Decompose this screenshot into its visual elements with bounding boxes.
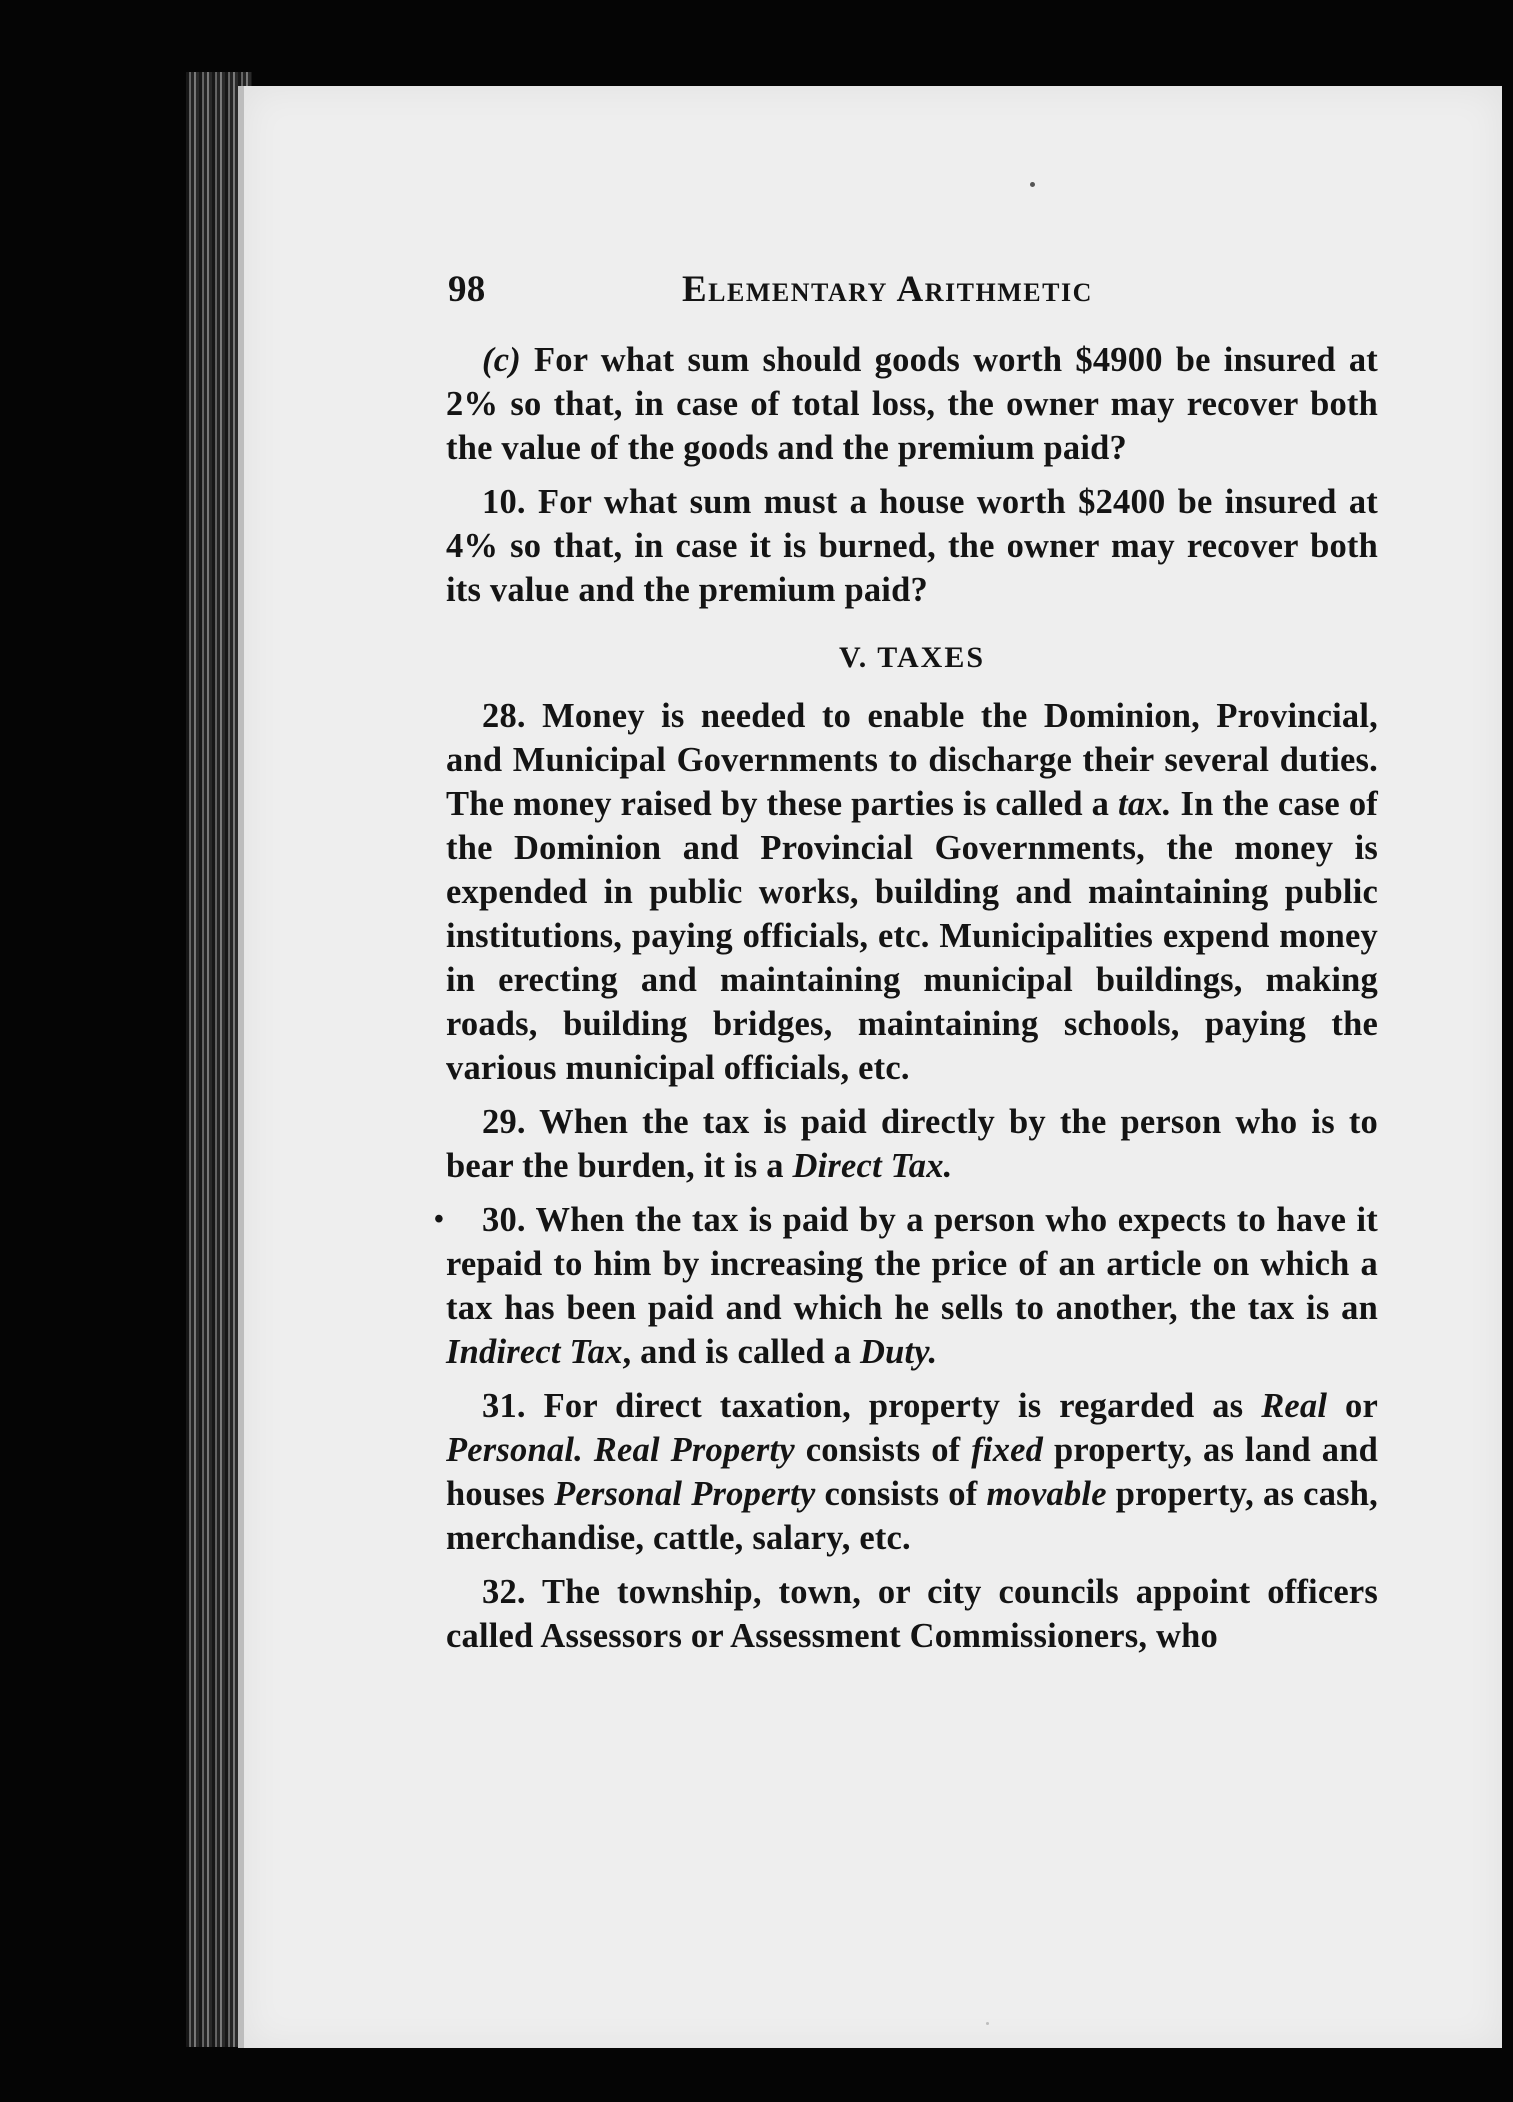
paragraph-text <box>583 1431 594 1469</box>
italic-term: Personal. <box>446 1431 583 1469</box>
paragraph-number: 30. <box>482 1201 526 1239</box>
paragraph-29 <box>446 1100 1378 1188</box>
italic-term: movable <box>986 1475 1107 1513</box>
running-header <box>446 268 1378 318</box>
margin-bullet: • <box>434 1204 445 1235</box>
paragraph-number: 32. <box>482 1573 526 1611</box>
paragraph-31 <box>446 1384 1378 1560</box>
paragraph-text: Money is needed to enable the Dominion, Provincial, and Municipal Governments to discharge their several duties. The money raised by these parties is called a <box>446 697 1378 823</box>
paragraph-text: For direct taxation, property is regarded as <box>543 1387 1262 1425</box>
paragraph-text: , and is called a <box>622 1333 861 1371</box>
paragraph-text: In the case of the Dominion and Provincial Governments, the money is expended in public works, building and maintaining public institutions, paying officials, etc. Municipalities expend money in erecting and maintaining municipal buildings, making roads, building bridges, maintaining schools, paying the various municipal officials, etc. <box>446 785 1378 1087</box>
exercise-c <box>446 338 1378 470</box>
paragraph-32 <box>446 1570 1378 1658</box>
paragraph-text: consists of <box>815 1475 987 1513</box>
exercise-number: 10. <box>482 483 526 521</box>
paragraph-text: property, as land and houses <box>446 1431 1378 1513</box>
exercise-10 <box>446 480 1378 612</box>
paragraph-number: 29. <box>482 1103 526 1141</box>
paragraph-text: consists of <box>794 1431 972 1469</box>
paragraph-text: When the tax is paid directly by the person who is to bear the burden, it is a <box>446 1103 1378 1185</box>
exercise-text: For what sum must a house worth $2400 be insured at 4% so that, in case it is burned, the owner may recover both its value and the premium paid? <box>446 483 1379 609</box>
paragraph-text: property, as cash, merchandise, cattle, salary, etc. <box>446 1475 1378 1557</box>
page-number: 98 <box>448 269 486 310</box>
italic-term: Real <box>1261 1387 1328 1425</box>
paragraph-text: The township, town, or city councils appoint officers called Assessors or Assessment Commissioners, who <box>446 1573 1379 1655</box>
italic-term: Personal Property <box>554 1475 816 1513</box>
italic-term: tax. <box>1118 785 1172 823</box>
italic-term: Direct Tax. <box>792 1147 953 1185</box>
section-heading: V. TAXES <box>838 641 986 674</box>
paragraph-number: 31. <box>482 1387 526 1425</box>
page-content <box>434 268 1379 1658</box>
italic-term: Indirect Tax <box>446 1333 623 1371</box>
paragraph-text: When the tax is paid by a person who expects to have it repaid to him by increasing the price of an article on which a tax has been paid and which he sells to another, the tax is an <box>446 1201 1378 1327</box>
italic-term: Real Property <box>593 1431 795 1469</box>
exercise-label: (c) <box>482 341 521 379</box>
paragraph-text: or <box>1327 1387 1378 1425</box>
exercise-text: For what sum should goods worth $4900 be insured at 2% so that, in case of total loss, the owner may recover both the value of the goods and the premium paid? <box>446 341 1378 467</box>
scan-speck <box>1030 182 1035 187</box>
italic-term: Duty. <box>860 1333 938 1371</box>
paragraph-30 <box>434 1198 1378 1374</box>
running-title: Elementary Arithmetic <box>682 269 1093 310</box>
paragraph-28 <box>446 694 1378 1090</box>
italic-term: fixed <box>971 1431 1044 1469</box>
scan-speck <box>986 2022 989 2025</box>
paragraph-number: 28. <box>482 697 526 735</box>
